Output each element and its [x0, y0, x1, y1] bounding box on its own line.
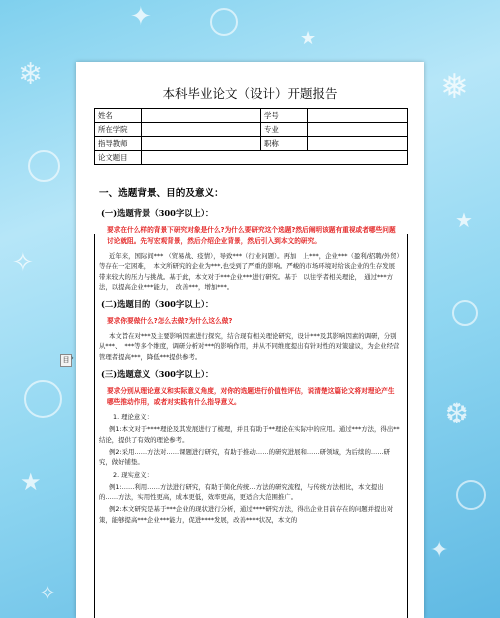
background-heading: (一)选题背景（300字以上）： — [101, 208, 214, 218]
practical-example-2: 例2:本文研究是基于***企业的现状进行分析，通过****研究方法，得出企业目前存在的问题并提出对策，能够提高***企业***能力，促进****发展，改善****状况，本文的 — [99, 505, 394, 524]
background-body: 近年来，国际间*** （贸易战、疫情），导致***（行业问题）。再加 上***，企业***（盈利/招聘/外贸）等存在一定困难， 本文所研究的企业为***,也受到了严重的影响。严峻的市场环境对给该企业的生存发展带来较大的压力与挑战。基于此，本文对于***企业***进行研究。基于 以往学者相关理论， 通过***方法，以提高企业***能力， 改善***，增加***。 — [99, 252, 400, 291]
thesis-title-field[interactable] — [142, 151, 408, 165]
name-field[interactable] — [142, 109, 261, 123]
practical-example-1: 例1:……利用……方法进行研究，有助于简化传统…方法的研究流程，与传统方法相比，本文提出的……方法，实用性更高，成本更低，效率更高，更适合大范围推广。 — [99, 482, 384, 502]
star-decoration: ✦ — [430, 538, 449, 563]
info-table — [94, 108, 408, 165]
theory-significance-label: 1. 理论意义： — [113, 413, 154, 422]
bubble-decoration — [28, 150, 60, 182]
college-field[interactable] — [142, 123, 261, 137]
significance-instruction: 要求分别从理论意义和实际意义角度，对你的选题进行价值性评估，说清楚这篇论文将对理论产生哪些推动作用，或者对实践有什么指导意义。 — [107, 387, 395, 407]
bubble-decoration — [24, 380, 62, 418]
advisor-label: 指导教师 — [95, 137, 142, 151]
major-label: 专业 — [261, 123, 308, 137]
advisor-field[interactable] — [142, 137, 261, 151]
thesis-title-label: 论文题目 — [95, 151, 142, 165]
title-rank-field[interactable] — [308, 137, 408, 151]
snowflake-decoration: ❆ — [445, 397, 469, 430]
title-rank-label: 职称 — [261, 137, 308, 151]
theory-example-2: 例2:采用……方法对……课题进行研究，有助于推动……的研究进展和……研领域，为后续的……研究，做好铺垫。 — [99, 447, 391, 467]
bubble-decoration — [456, 480, 486, 510]
page-title: 本科毕业论文（设计）开题报告 — [162, 86, 338, 101]
purpose-heading: (二)选题目的（300字以上）： — [101, 299, 214, 310]
snowflake-decoration: ❄ — [18, 57, 44, 92]
purpose-body: 本文旨在对***及主要影响因素进行探究，结合现有相关理论研究，设计***及其影响因素的调研，分别从***、 ***等多个维度，调研分析对***的影响作用，并从不同维度提出有针对性的对策建议，为企业经营管理者提高***，降低***提供参考。 — [99, 332, 400, 361]
practical-significance-label: 2. 现实意义： — [113, 470, 154, 479]
theory-example-1: 例1:本文对于****理论及其发展进行了梳理，并且有助于**理论在实际中的应用。通过***方法，得出**结论，提供了有效的理论参考。 — [99, 425, 400, 444]
major-field[interactable] — [308, 123, 408, 137]
student-id-field[interactable] — [308, 109, 408, 123]
bubble-decoration — [452, 300, 478, 326]
purpose-instruction: 要求你要做什么?怎么去做?为什么这么做? — [107, 317, 233, 326]
name-label: 姓名 — [95, 109, 142, 123]
star-decoration: ★ — [20, 468, 42, 496]
star-decoration: ★ — [455, 208, 473, 232]
chevron-right-icon[interactable]: › — [71, 354, 74, 362]
bubble-decoration — [210, 8, 238, 36]
star-decoration: ✧ — [40, 583, 56, 604]
document-outline-icon[interactable]: 目 — [60, 354, 72, 367]
background-instruction: 要求在什么样的背景下研究对象是什么?为什么要研究这个选题?然后阐明该题有重视或者哪些问题讨论就阻。先写宏观背景，然后介绍企业背景，然后引入到本文的研究。 — [107, 226, 396, 245]
star-decoration: ✧ — [12, 248, 34, 278]
significance-heading: (三)选题意义（300字以上）： — [101, 369, 214, 380]
student-id-label: 学号 — [261, 109, 308, 123]
star-decoration: ✦ — [130, 2, 152, 32]
section1-heading: 一、选题背景、目的及意义： — [99, 188, 224, 199]
college-label: 所在学院 — [95, 123, 142, 137]
star-decoration: ★ — [300, 28, 317, 49]
report-content — [99, 177, 401, 527]
snowflake-decoration: ❅ — [440, 67, 469, 107]
